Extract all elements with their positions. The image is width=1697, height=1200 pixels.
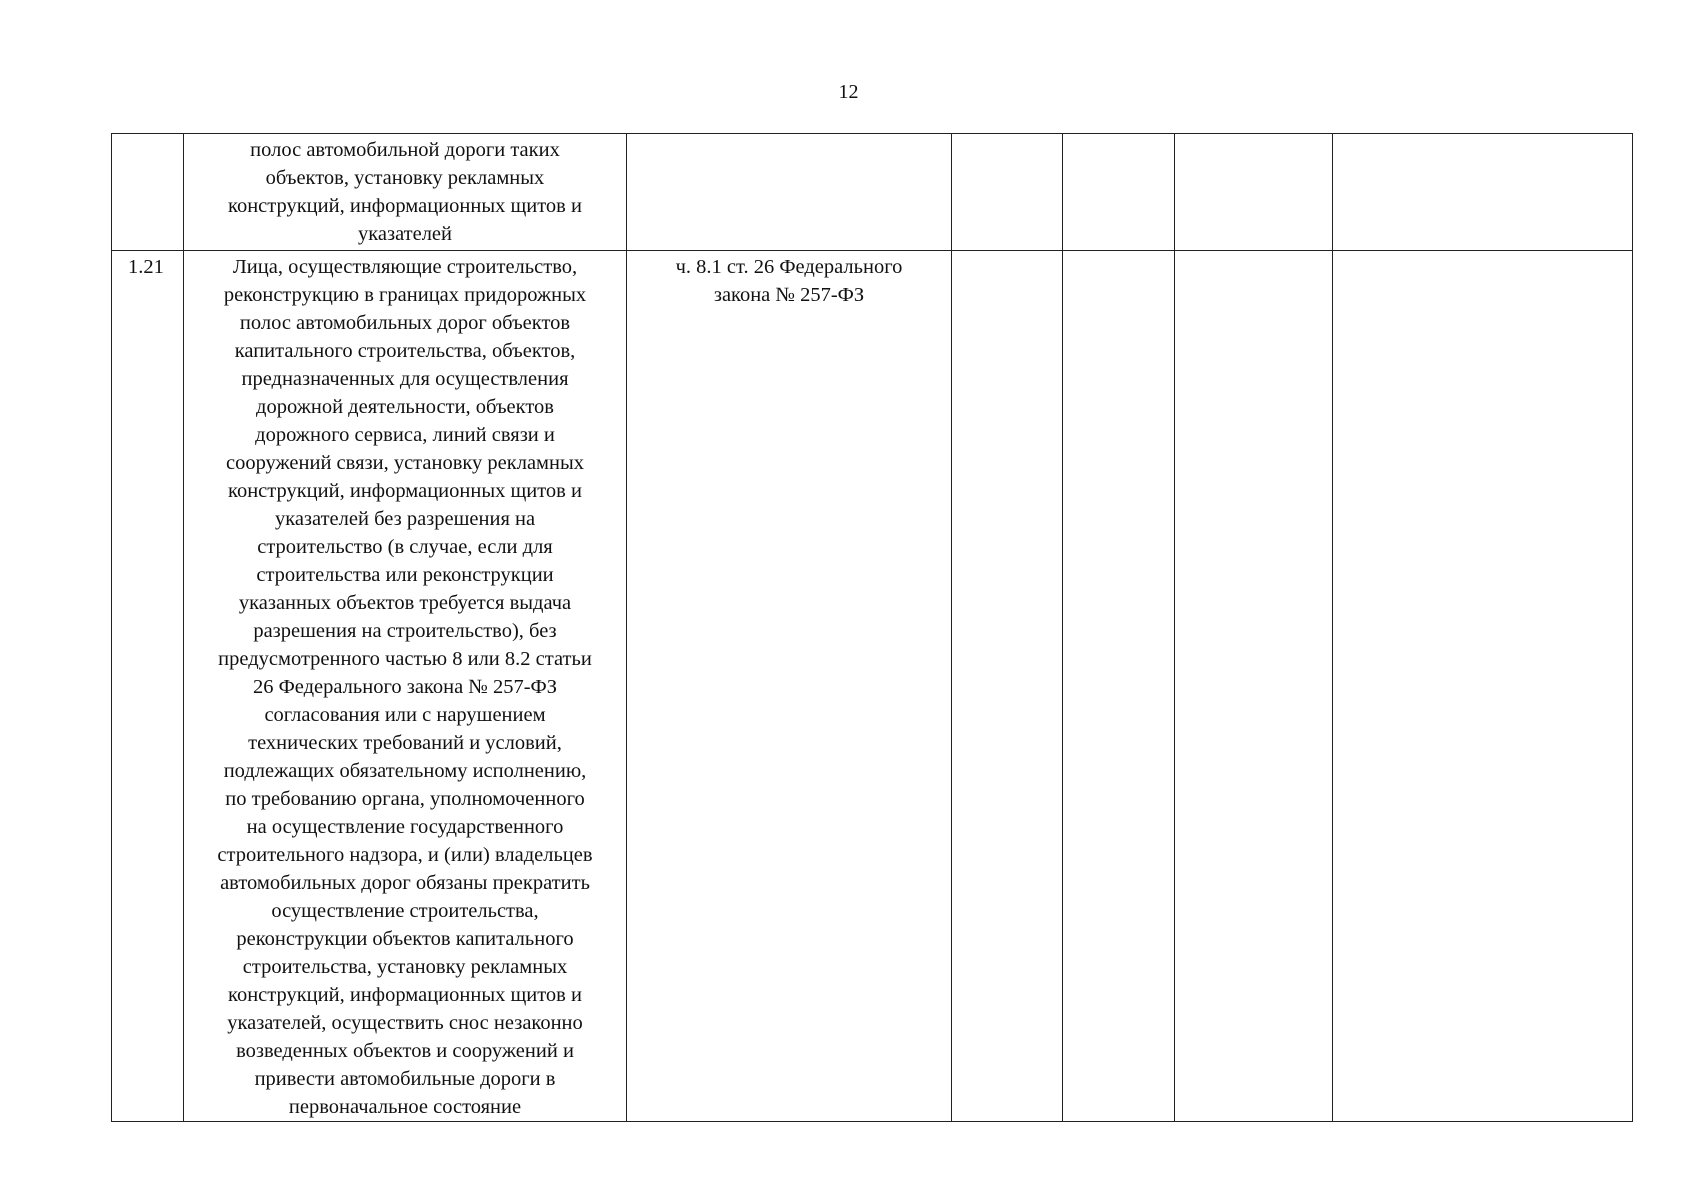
description-line: указателей — [357, 223, 453, 245]
description-line: на осуществление государственного — [246, 816, 564, 838]
description-line: дорожной деятельности, объектов — [256, 396, 554, 418]
requirement-description-cell — [184, 134, 627, 251]
empty-cell-col5 — [1063, 251, 1175, 1122]
description-line: указателей без разрешения на — [274, 508, 536, 530]
empty-cell-col7 — [1333, 251, 1633, 1122]
description-line: объектов, установку рекламных — [265, 167, 545, 189]
description-line: осуществление строительства, — [271, 900, 539, 922]
table-row — [112, 134, 1633, 251]
description-line: реконструкции объектов капитального — [236, 928, 574, 950]
description-line: Лица, осуществляющие строительство, — [232, 256, 578, 278]
description-line: подлежащих обязательному исполнению, — [223, 760, 587, 782]
page-number: 12 — [838, 81, 859, 103]
description-line: указателей, осуществить снос незаконно — [227, 1012, 583, 1034]
description-line: по требованию органа, уполномоченного — [225, 788, 585, 810]
row-number-cell — [112, 134, 184, 251]
empty-cell-col6 — [1175, 134, 1333, 251]
description-line: возведенных объектов и сооружений и — [236, 1040, 574, 1062]
description-line: строительного надзора, и (или) владельцев — [217, 844, 593, 866]
description-line: согласования или с нарушением — [264, 704, 546, 726]
description-line: предусмотренного частью 8 или 8.2 статьи — [218, 648, 592, 670]
table-row — [112, 251, 1633, 1122]
requirement-description-cell — [184, 251, 627, 1122]
empty-cell-col4 — [952, 251, 1063, 1122]
description-line: строительства, установку рекламных — [242, 956, 568, 978]
description-line: конструкций, информационных щитов и — [228, 984, 582, 1006]
legal-reference-cell — [627, 251, 952, 1122]
empty-cell-col4 — [952, 134, 1063, 251]
description-line: полос автомобильной дороги таких — [250, 139, 560, 161]
legal-reference-line: ч. 8.1 ст. 26 Федерального — [675, 256, 903, 278]
description-line: капитального строительства, объектов, — [234, 340, 576, 362]
description-line: дорожного сервиса, линий связи и — [255, 424, 555, 446]
description-line: конструкций, информационных щитов и — [228, 195, 582, 217]
description-line: строительство (в случае, если для — [257, 536, 553, 558]
requirements-table — [111, 133, 1633, 1122]
description-line: полос автомобильных дорог объектов — [239, 312, 571, 334]
legal-reference-cell — [627, 134, 952, 251]
empty-cell-col5 — [1063, 134, 1175, 251]
description-line: указанных объектов требуется выдача — [238, 592, 572, 614]
description-line: 26 Федерального закона № 257-ФЗ — [252, 676, 558, 698]
description-line: технических требований и условий, — [248, 732, 562, 754]
legal-reference-line: закона № 257-ФЗ — [713, 284, 865, 306]
description-line: реконструкцию в границах придорожных — [223, 284, 587, 306]
description-line: автомобильных дорог обязаны прекратить — [220, 872, 590, 894]
description-line: строительства или реконструкции — [256, 564, 554, 586]
row-number-cell: 1.21 — [112, 251, 184, 1122]
description-line: привести автомобильные дороги в — [254, 1068, 556, 1090]
description-line: сооружений связи, установку рекламных — [225, 452, 585, 474]
description-line: первоначальное состояние — [288, 1096, 522, 1118]
description-line: предназначенных для осуществления — [241, 368, 569, 390]
description-line: разрешения на строительство), без — [253, 620, 557, 642]
empty-cell-col6 — [1175, 251, 1333, 1122]
empty-cell-col7 — [1333, 134, 1633, 251]
description-line: конструкций, информационных щитов и — [228, 480, 582, 502]
